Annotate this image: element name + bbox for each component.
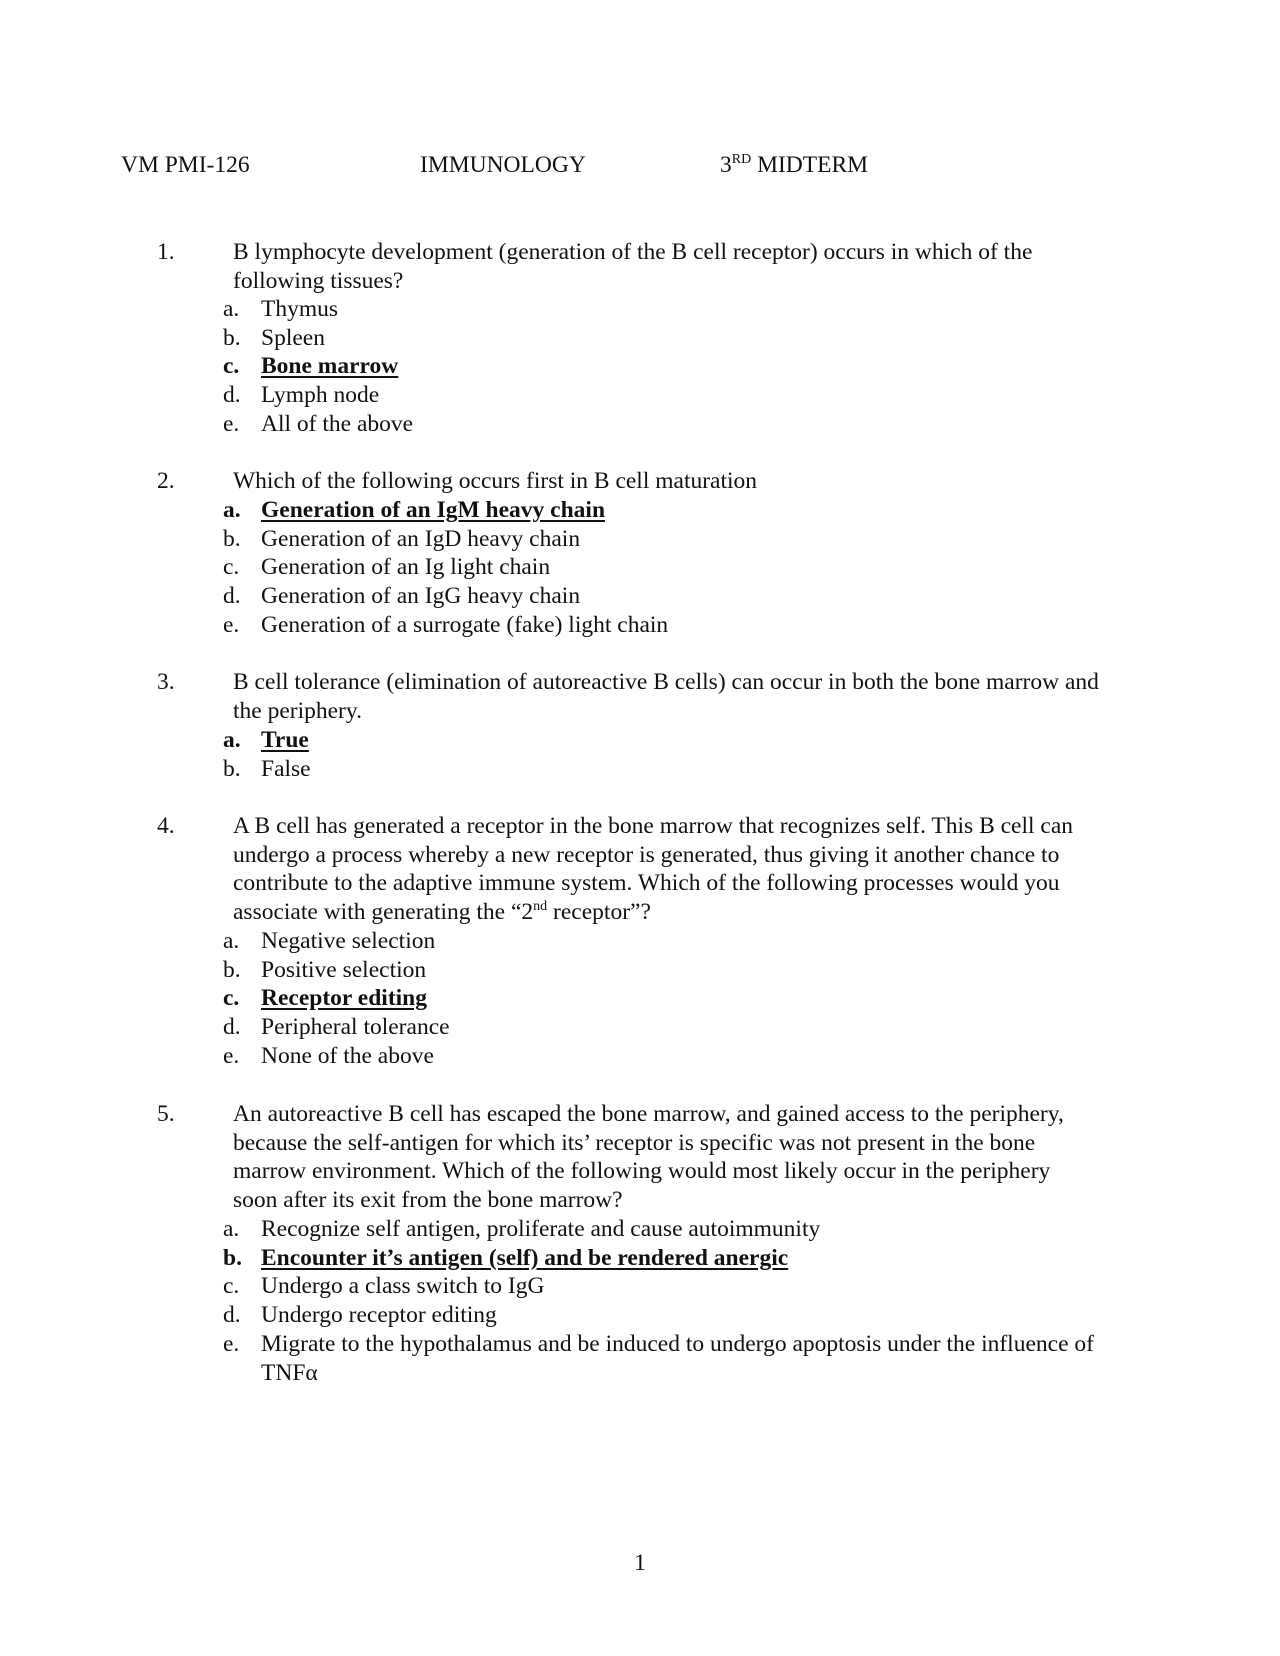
option-2d <box>0 582 1200 611</box>
question-line: A B cell has generated a receptor in the bone marrow that recognizes self. This B cell can <box>233 813 1074 839</box>
option-text: Generation of a surrogate (fake) light chain <box>261 611 669 638</box>
option-5a <box>0 1215 1200 1244</box>
option-5e-continuation <box>0 1359 1200 1388</box>
option-letter: a. <box>223 497 241 523</box>
option-text: None of the above <box>261 1042 434 1069</box>
option-1c-correct <box>0 352 1200 381</box>
question-text <box>233 668 1163 725</box>
option-text: All of the above <box>261 410 414 437</box>
option-3b <box>0 755 1200 784</box>
option-letter: e. <box>223 1042 240 1069</box>
option-letter: b. <box>223 956 241 983</box>
option-letter: c. <box>223 1273 240 1300</box>
exam-title <box>720 148 868 186</box>
exam-number: 3 <box>720 152 732 178</box>
option-2a-correct <box>0 496 1200 525</box>
option-5d <box>0 1301 1200 1330</box>
option-letter: a. <box>223 296 240 322</box>
question-line-last <box>233 898 1163 927</box>
question-text <box>233 1100 1163 1215</box>
page-number: 1 <box>634 1550 646 1576</box>
option-4a <box>0 927 1200 956</box>
ordinal-superscript: nd <box>533 899 548 915</box>
question-line: An autoreactive B cell has escaped the bone marrow, and gained access to the periphery, <box>233 1101 1064 1127</box>
option-text: Generation of an IgM heavy chain <box>261 497 606 523</box>
option-letter: e. <box>223 1330 240 1357</box>
option-1a <box>0 295 1200 324</box>
option-5c <box>0 1272 1200 1301</box>
question-number: 5. <box>157 1101 175 1127</box>
option-text: Thymus <box>261 296 339 322</box>
question-text <box>233 467 1163 496</box>
option-text: Generation of an IgD heavy chain <box>261 525 581 552</box>
option-text: Positive selection <box>261 956 427 983</box>
option-letter: b. <box>223 1244 242 1271</box>
option-letter: a. <box>223 928 240 954</box>
option-1d <box>0 381 1200 410</box>
option-text: Encounter it’s antigen (self) and be rendered anergic <box>261 1244 789 1271</box>
question-text <box>233 238 1163 295</box>
option-1e <box>0 410 1200 439</box>
question-line-before: associate with generating the “2 <box>233 899 534 926</box>
option-text: Receptor editing <box>261 985 427 1012</box>
option-letter: a. <box>223 727 241 753</box>
option-text: Generation of an Ig light chain <box>261 554 551 581</box>
option-2b <box>0 525 1200 554</box>
question-line: marrow environment. Which of the following would most likely occur in the periphery <box>233 1158 1051 1185</box>
option-text: Negative selection <box>261 928 436 954</box>
option-letter: c. <box>223 353 240 380</box>
option-letter: c. <box>223 985 240 1012</box>
option-letter: d. <box>223 382 241 409</box>
question-line: B cell tolerance (elimination of autoreactive B cells) can occur in both the bone marrow and <box>233 669 1099 695</box>
option-letter: d. <box>223 1302 241 1329</box>
question-number: 4. <box>157 813 175 839</box>
option-2e <box>0 611 1200 640</box>
option-text: Peripheral tolerance <box>261 1014 450 1041</box>
question-line: Which of the following occurs first in B cell maturation <box>233 468 758 494</box>
option-text: True <box>261 727 309 753</box>
option-text: Migrate to the hypothalamus and be induced to undergo apoptosis under the influence of <box>261 1330 1094 1357</box>
option-letter: a. <box>223 1216 240 1242</box>
question-line: undergo a process whereby a new receptor is generated, thus giving it another chance to <box>233 841 1060 868</box>
option-letter: c. <box>223 554 240 581</box>
question-number: 1. <box>157 239 175 265</box>
option-letter: e. <box>223 611 240 638</box>
option-4d <box>0 1013 1200 1042</box>
option-letter: b. <box>223 525 241 552</box>
exam-header <box>0 148 1280 182</box>
option-4b <box>0 956 1200 985</box>
option-5b-correct <box>0 1244 1200 1273</box>
option-text: Generation of an IgG heavy chain <box>261 583 581 610</box>
subject-title: IMMUNOLOGY <box>420 152 586 178</box>
question-number: 3. <box>157 669 175 695</box>
option-text: Undergo a class switch to IgG <box>261 1273 545 1300</box>
option-letter: d. <box>223 1014 241 1041</box>
option-text: Spleen <box>261 324 325 351</box>
option-text: False <box>261 755 311 782</box>
question-line: B lymphocyte development (generation of the B cell receptor) occurs in which of the <box>233 239 1033 265</box>
option-text: Undergo receptor editing <box>261 1302 497 1329</box>
question-line: the periphery. <box>233 697 362 724</box>
option-letter: d. <box>223 583 241 610</box>
question-line-after: receptor”? <box>547 899 651 926</box>
option-letter: b. <box>223 324 241 351</box>
exam-label: MIDTERM <box>757 152 869 178</box>
question-text <box>233 812 1163 927</box>
course-code: VM PMI-126 <box>121 152 250 178</box>
option-4c-correct <box>0 984 1200 1013</box>
option-5e <box>0 1330 1200 1359</box>
option-1b <box>0 324 1200 353</box>
option-text: Recognize self antigen, proliferate and cause autoimmunity <box>261 1216 821 1242</box>
question-line: following tissues? <box>233 267 404 294</box>
option-text: TNFα <box>261 1359 318 1386</box>
exam-superscript: RD <box>731 152 752 167</box>
option-text: Lymph node <box>261 382 380 409</box>
option-3a-correct <box>0 726 1200 755</box>
option-2c <box>0 553 1200 582</box>
option-letter: e. <box>223 410 240 437</box>
option-text: Bone marrow <box>261 353 399 380</box>
question-line: contribute to the adaptive immune system. Which of the following processes would you <box>233 870 1060 897</box>
question-line: because the self-antigen for which its’ receptor is specific was not present in the bone <box>233 1129 1036 1156</box>
question-line: soon after its exit from the bone marrow? <box>233 1187 623 1214</box>
option-letter: b. <box>223 755 241 782</box>
question-number: 2. <box>157 468 175 494</box>
option-4e <box>0 1042 1200 1071</box>
